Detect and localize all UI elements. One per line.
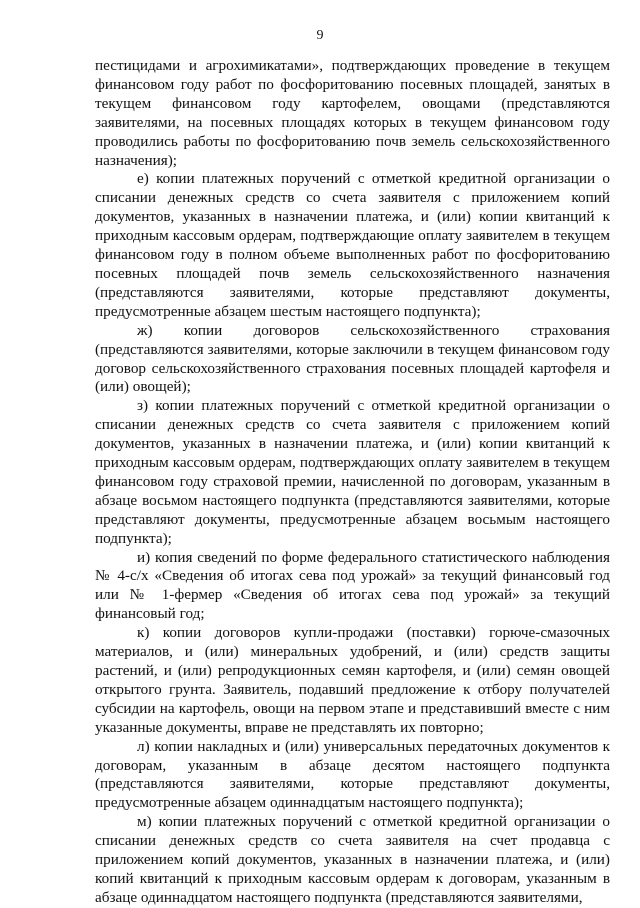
paragraph-continuation: пестицидами и агрохимикатами», подтверждающих проведение в текущем финансовом году работ по фосфоритованию посевных площадей, занятых в текущем финансовом году картофелем, овощами (представляются заявителями, на посевных площадях которых в текущем финансовом году проводились работы по фосфоритованию почв земель сельскохозяйственного назначения); (95, 57, 610, 169)
paragraph-item-z: з) копии платежных поручений с отметкой кредитной организации о списании денежных средств со счета заявителя с приложением копий документов, указанных в назначении платежа, и (или) копии квитанций к приходным кассовым ордерам, подтверждающих оплату заявителем в текущем финансовом году страховой премии, начисленной по договорам, указанным в абзаце восьмом настоящего подпункта (представляются заявителями, которые представляют документы, предусмотренные абзацем восьмым настоящего подпункта); (95, 397, 610, 547)
paragraph-item-m: м) копии платежных поручений с отметкой кредитной организации о списании денежных средств со счета заявителя на счет продавца с приложением копий документов, указанных в назначении платежа, и (или) копий квитанций к приходным кассовым ордерам к договорам, указанным в абзаце одиннадцатом настоящего подпункта (представляются заявителями, (95, 813, 610, 906)
document-body (95, 57, 610, 908)
paragraph-item-zh: ж) копии договоров сельскохозяйственного страхования (представляются заявителями, которые заключили в текущем финансовом году договор сельскохозяйственного страхования посевных площадей картофеля и (или) овощей); (95, 321, 610, 396)
page-number: 9 (316, 28, 324, 43)
paragraph-item-l: л) копии накладных и (или) универсальных передаточных документов к договорам, указанным в абзаце десятом настоящего подпункта (представляются заявителями, которые представляют документы, предусмотренные абзацем одиннадцатым настоящего подпункта); (95, 737, 610, 812)
paragraph-item-e: е) копии платежных поручений с отметкой кредитной организации о списании денежных средств со счета заявителя с приложением копий документов, указанных в назначении платежа, и (или) копии квитанций к приходным кассовым ордерам, подтверждающие оплату заявителем в текущем финансовом году в полном объеме выполненных работ по фосфоритованию посевных площадей почв земель сельскохозяйственного назначения (представляются заявителями, которые представляют документы, предусмотренные абзацем шестым настоящего подпункта); (95, 170, 610, 320)
paragraph-item-i: и) копия сведений по форме федерального статистического наблюдения № 4-с/х «Сведения об итогах сева под урожай» за текущий финансовый год или № 1-фермер «Сведения об итогах сева под урожай» за текущий финансовый год; (95, 548, 610, 623)
paragraph-item-k: к) копии договоров купли-продажи (поставки) горюче-смазочных материалов, и (или) минеральных удобрений, и (или) средств защиты растений, и (или) репродукционных семян картофеля, и (или) семян овощей открытого грунта. Заявитель, подавший предложение к отбору получателей субсидии на картофель, овощи на первом этапе и представивший вместе с ним указанные документы, вправе не представлять их повторно; (95, 624, 610, 736)
